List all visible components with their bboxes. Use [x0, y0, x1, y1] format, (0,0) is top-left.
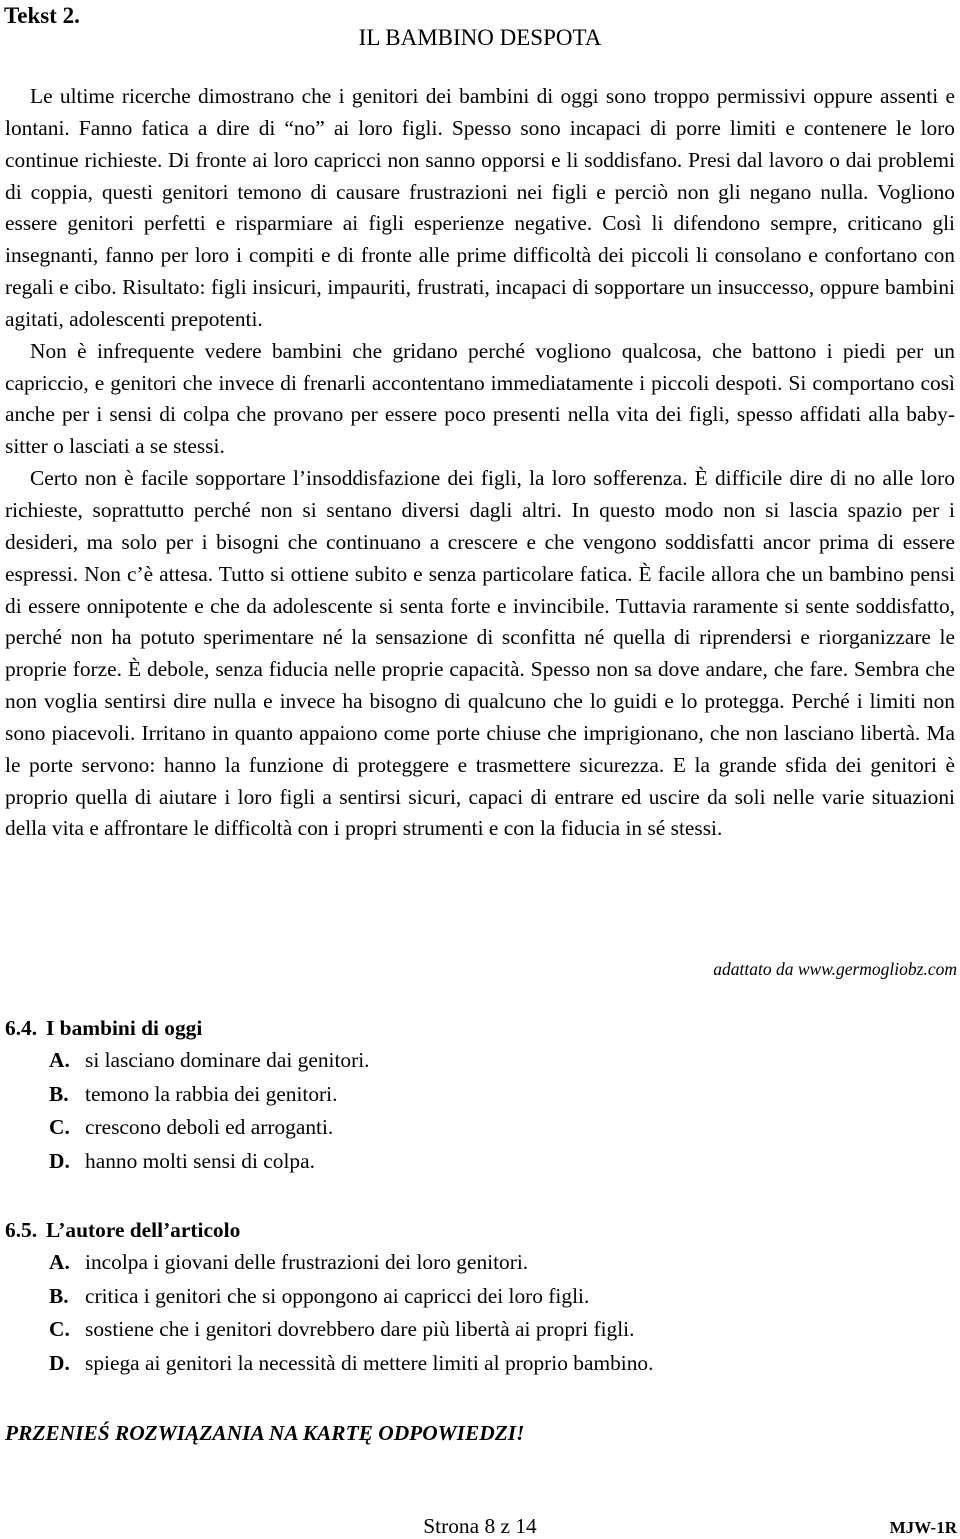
- source-attribution: adattato da www.germogliobz.com: [713, 959, 957, 979]
- option-letter: B.: [49, 1081, 69, 1106]
- option-text: hanno molti sensi di colpa.: [85, 1148, 315, 1173]
- option-text: sostiene che i genitori dovrebbero dare più libertà ai propri figli.: [85, 1317, 635, 1342]
- question-number: 6.4.: [5, 1016, 38, 1040]
- answer-option-a: [5, 1044, 905, 1078]
- question-6-4: [5, 1012, 905, 1178]
- page-number: Strona 8 z 14: [423, 1514, 537, 1538]
- answer-option-d: [5, 1145, 905, 1179]
- option-text: crescono deboli ed arroganti.: [85, 1115, 334, 1140]
- option-text: temono la rabbia dei genitori.: [85, 1081, 338, 1106]
- article-title: IL BAMBINO DESPOTA: [358, 25, 602, 50]
- question-header: [5, 1214, 905, 1246]
- article-paragraph: Certo non è facile sopportare l’insoddisfazione dei figli, la loro sofferenza. È difficile dire di no alle loro richieste, soprattutto perché non si sentano diversi dagli altri. In questo modo non si lascia spazio per i desideri, ma solo per i bisogni che continuano a crescere e che vengono soddisfatti ancor prima di essere espressi. Non c’è attesa. Tutto si ottiene subito e senza particolare fatica. È facile allora che un bambino pensi di essere onnipotente e che da adolescente si senta forte e invincibile. Tuttavia raramente si sente soddisfatto, perché non ha potuto sperimentare né la sensazione di sconfitta né quella di riprendersi e riorganizzare le proprie forze. È debole, senza fiducia nelle proprie capacità. Spesso non sa dove andare, che fare. Sembra che non voglia sentirsi dire nulla e invece ha bisogno di qualcuno che lo guidi e lo protegga. Perché i limiti non sono piacevoli. Irritano in quanto appaiono come porte chiuse che imprigionano, che non lasciano libertà. Ma le porte servono: hanno la funzione di proteggere e trasmettere sicurezza. E la grande sfida dei genitori è proprio quella di aiutare i loro figli a sentirsi sicuri, capaci di entrare ed uscire da soli nelle varie situazioni della vita e affrontare le difficoltà con i propri strumenti e con la fiducia in sé stessi.: [5, 466, 955, 841]
- answer-option-b: [5, 1280, 905, 1314]
- answer-option-a: [5, 1246, 905, 1280]
- question-header: [5, 1012, 905, 1044]
- answer-option-c: [5, 1111, 905, 1145]
- question-6-5: [5, 1214, 905, 1380]
- exam-code: MJW-1R: [889, 1518, 957, 1537]
- option-letter: B.: [49, 1283, 69, 1308]
- option-letter: D.: [49, 1350, 70, 1375]
- answer-option-d: [5, 1347, 905, 1381]
- option-letter: D.: [49, 1148, 70, 1173]
- option-letter: C.: [49, 1115, 70, 1140]
- article-body: [5, 81, 955, 845]
- answer-option-c: [5, 1313, 905, 1347]
- option-letter: C.: [49, 1317, 70, 1342]
- option-text: critica i genitori che si oppongono ai capricci dei loro figli.: [85, 1283, 590, 1308]
- option-text: incolpa i giovani delle frustrazioni dei loro genitori.: [85, 1250, 529, 1274]
- article-paragraph: Non è infrequente vedere bambini che gridano perché vogliono qualcosa, che battono i piedi per un capriccio, e genitori che invece di frenarli accontentano immediatamente i piccoli despoti. Si comportano così anche per i sensi di colpa che provano per essere poco presenti nella vita dei figli, spesso affidati alla baby-sitter o lasciati a se stessi.: [5, 338, 955, 459]
- question-stem: L’autore dell’articolo: [46, 1218, 241, 1242]
- option-letter: A.: [49, 1048, 70, 1072]
- option-letter: A.: [49, 1250, 70, 1274]
- answer-option-b: [5, 1078, 905, 1112]
- option-text: spiega ai genitori la necessità di mettere limiti al proprio bambino.: [85, 1350, 654, 1375]
- article-paragraph: Le ultime ricerche dimostrano che i genitori dei bambini di oggi sono troppo permissivi oppure assenti e lontani. Fanno fatica a dire di “no” ai loro figli. Spesso sono incapaci di porre limiti e contenere le loro continue richieste. Di fronte ai loro capricci non sanno opporsi e li soddisfano. Presi dal lavoro o dai problemi di coppia, questi genitori temono di causare frustrazioni nei figli e perciò non gli negano nulla. Vogliono essere genitori perfetti e risparmiare ai figli esperienze negative. Così li difendono sempre, criticano gli insegnanti, fanno per loro i compiti e di fronte alle prime difficoltà dei piccoli li consolano e confortano con regali e cibo. Risultato: figli insicuri, impauriti, frustrati, incapaci di sopportare un insuccesso, oppure bambini agitati, adolescenti prepotenti.: [5, 84, 955, 331]
- option-text: si lasciano dominare dai genitori.: [85, 1048, 370, 1072]
- text-label: Tekst 2.: [4, 3, 80, 28]
- answer-sheet-instruction: PRZENIEŚ ROZWIĄZANIA NA KARTĘ ODPOWIEDZI!: [5, 1421, 525, 1445]
- question-stem: I bambini di oggi: [46, 1016, 203, 1040]
- question-number: 6.5.: [5, 1218, 38, 1242]
